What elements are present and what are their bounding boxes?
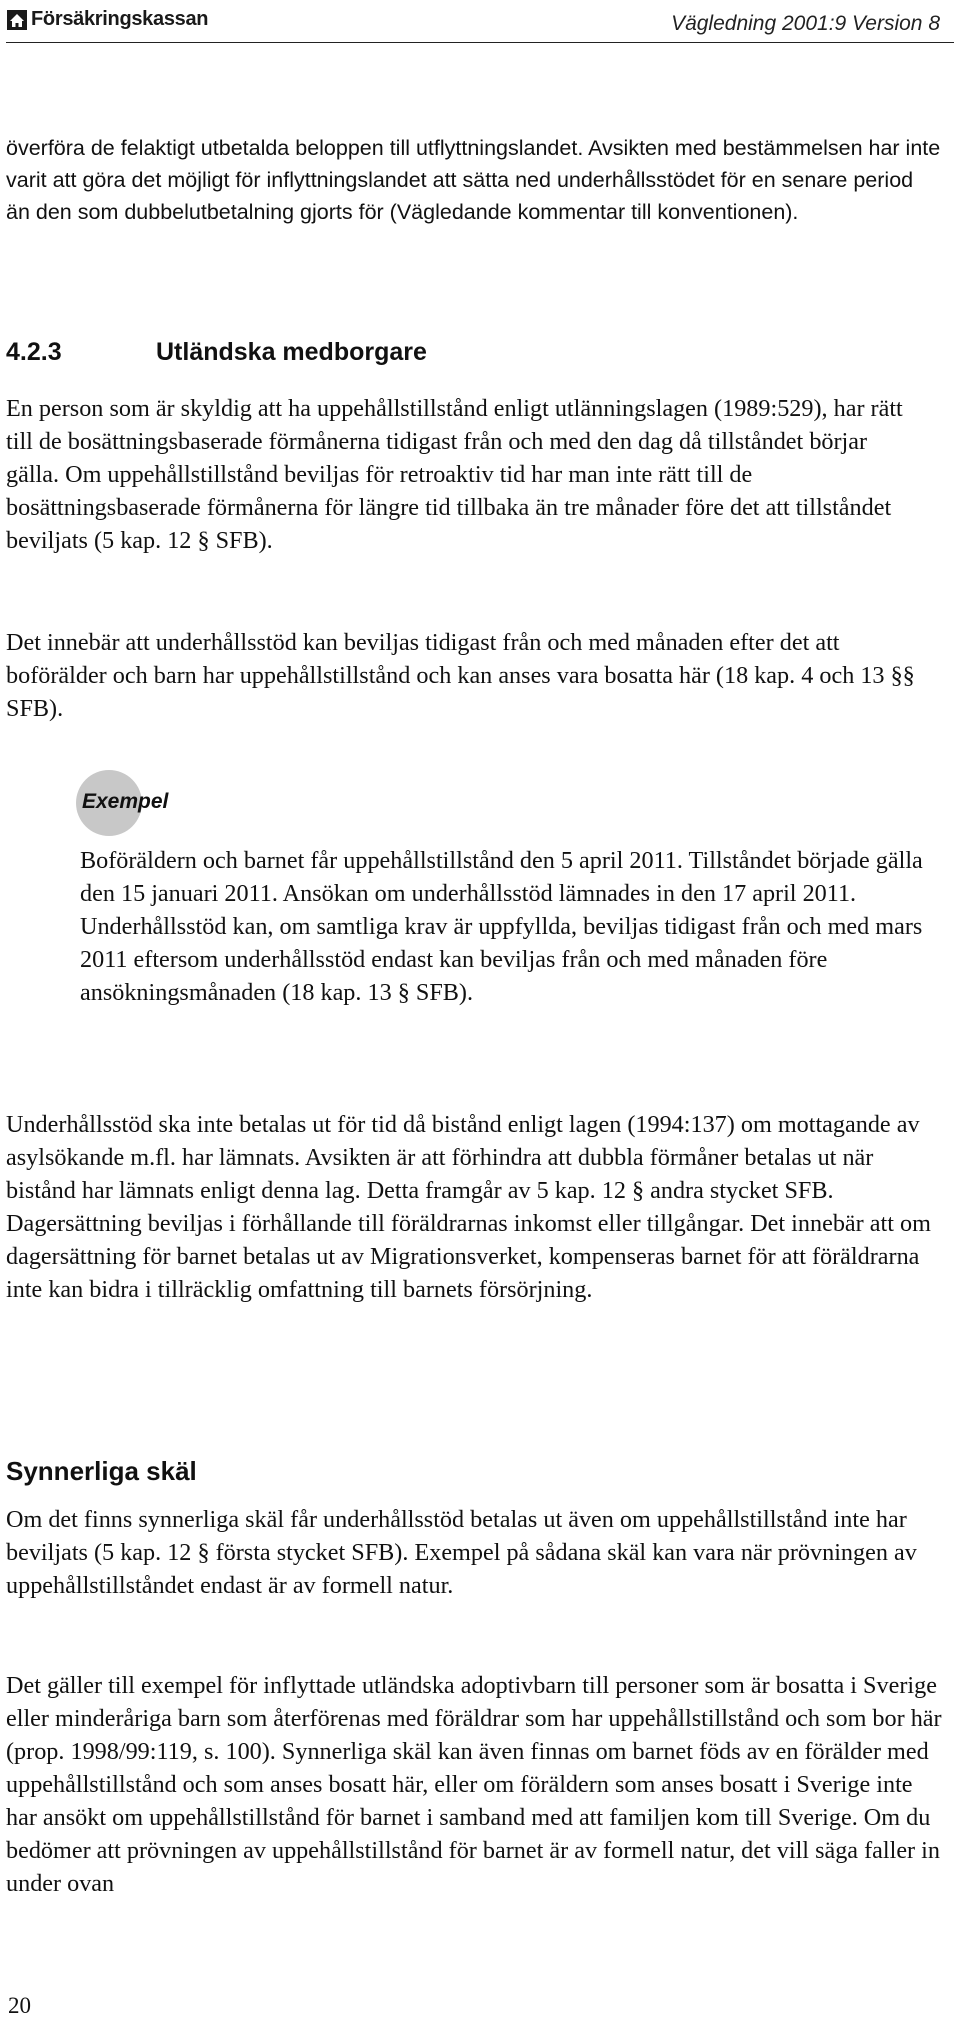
section-paragraph-2: Det innebär att underhållsstöd kan beviljas tidigast från och med månaden efter det att boförälder och barn har uppehållstillstånd och kan anses vara bosatta här (18 kap. 4 och 13 §§ SFB). (6, 629, 915, 722)
intro-paragraph: överföra de felaktigt utbetalda beloppen till utflyttningslandet. Avsikten med bestämmelsen har inte varit att göra det möjligt för inflyttningslandet att sätta ned underhållsstödet för en senare period än den som dubbelutbetalning gjorts för (Vägledande kommentar till konventionen). (6, 136, 941, 224)
asylum-paragraph: Underhållsstöd ska inte betalas ut för tid då bistånd enligt lagen (1994:137) om mottagande av asylsökande m.fl. har lämnats. Avsikten är att förhindra att dubbla förmåner betalas ut när bistånd har lämnats enligt denna lag. Detta framgår av 5 kap. 12 § andra stycket SFB. Dagersättning beviljas i förhållande till föräldrarnas inkomst eller tillgångar. Det innebär att om dagersättning för barnet betalas ut av Migrationsverket, kompenseras barnet för att föräldrarna inte kan bidra i tillräcklig omfattning till barnets försörjning. (6, 1111, 931, 1303)
synnerliga-heading: Synnerliga skäl (6, 1456, 197, 1486)
section-paragraph-1: En person som är skyldig att ha uppehållstillstånd enligt utlänningslagen (1989:529), har rätt till de bosättningsbaserade förmånerna tidigast från och med den dag då tillståndet börjar gälla. Om uppehållstillstånd beviljas för retroaktiv tid har man inte rätt till de bosättningsbaserade förmånerna för längre tid tillbaka än tre månader före det att tillståndet beviljats (5 kap. 12 § SFB). (6, 395, 903, 554)
document-reference: Vägledning 2001:9 Version 8 (671, 12, 940, 35)
logo-text: Försäkringskassan (31, 8, 209, 30)
section-title: Utländska medborgare (156, 338, 427, 366)
page-number: 20 (8, 1993, 31, 2018)
header-divider (6, 42, 954, 43)
synnerliga-paragraph-1: Om det finns synnerliga skäl får underhållsstöd betalas ut även om uppehållstillstånd inte har beviljats (5 kap. 12 § första stycket SFB). Exempel på sådana skäl kan vara när prövningen av uppehållstillståndet endast är av formell natur. (6, 1506, 917, 1599)
section-heading (6, 336, 427, 368)
example-label: Exempel (82, 790, 169, 813)
synnerliga-paragraph-2: Det gäller till exempel för inflyttade utländska adoptivbarn till personer som är bosatta i Sverige eller minderåriga barn som återförenas med föräldrar som har uppehållstillstånd och som bor här (prop. 1998/99:119, s. 100). Synnerliga skäl kan även finnas om barnet föds av en förälder med uppehållstillstånd och som anses bosatt här, eller om föräldern som anses bosatt i Sverige inte har ansökt om uppehållstillstånd för barnet i samband med att familjen kom till Sverige. Om du bedömer att prövningen av uppehållstillstånd för barnet är av formell natur, det vill säga faller in under ovan (6, 1672, 942, 1897)
example-text: Boföräldern och barnet får uppehållstillstånd den 5 april 2011. Tillståndet började gälla den 15 januari 2011. Ansökan om underhållsstöd lämnades in den 17 april 2011. Underhållsstöd kan, om samtliga krav är uppfyllda, beviljas tidigast från och med mars 2011 eftersom underhållsstöd endast kan beviljas från och med månaden före ansökningsmånaden (18 kap. 13 § SFB). (80, 847, 923, 1006)
forsakringskassan-logo (6, 8, 208, 31)
page-header (0, 0, 960, 44)
logo-house-icon (6, 9, 28, 31)
section-number: 4.2.3 (6, 338, 62, 366)
